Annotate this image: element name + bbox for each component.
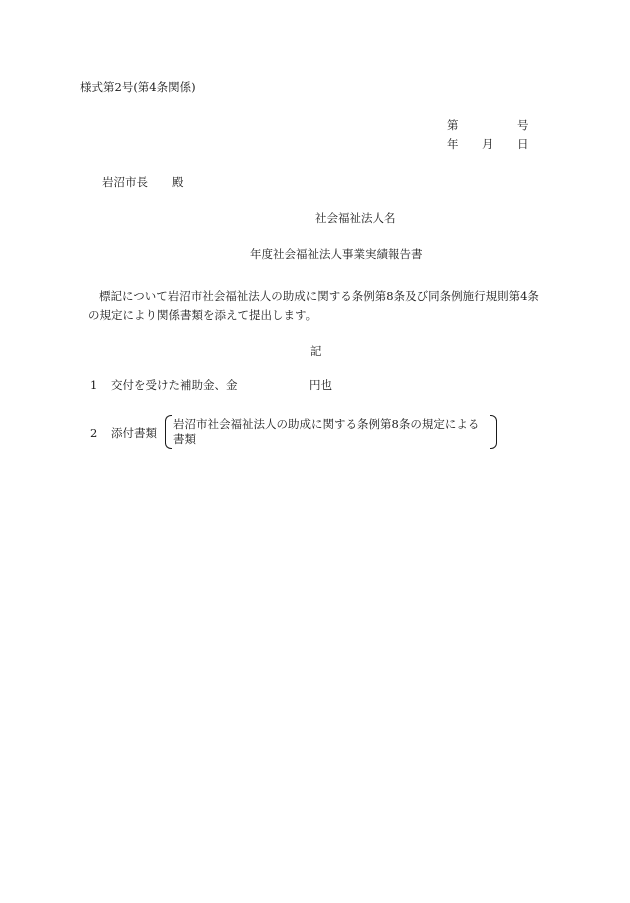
- attachment-detail-line-2: 書類: [173, 432, 196, 446]
- right-bracket: [490, 415, 497, 449]
- date-day: 日: [517, 137, 529, 151]
- attachment-detail-bracket: [165, 415, 497, 447]
- body-line-1: 標記について岩沼市社会福祉法人の助成に関する条例第8条及び同条例施行規則第4条: [99, 289, 539, 303]
- date-month: 月: [482, 137, 494, 151]
- item-2-number: 2: [90, 426, 98, 440]
- item-1-label: 交付を受けた補助金、金: [110, 378, 238, 392]
- corporation-name-label: 社会福祉法人名: [315, 211, 396, 225]
- item-1-number: 1: [90, 378, 98, 392]
- doc-number-prefix: 第: [447, 118, 459, 132]
- date-year: 年: [447, 137, 459, 151]
- ki-heading: 記: [310, 344, 322, 358]
- attachment-detail-line-1: 岩沼市社会福祉法人の助成に関する条例第8条の規定による: [173, 417, 480, 431]
- addressee-name: 岩沼市長: [102, 175, 148, 189]
- doc-number-suffix: 号: [517, 118, 529, 132]
- item-2-label: 添付書類: [110, 426, 157, 440]
- form-number: 様式第2号(第4条関係): [80, 80, 196, 94]
- addressee-honorific: 殿: [172, 175, 184, 189]
- body-paragraph: [88, 287, 608, 325]
- body-line-2: の規定により関係書類を添えて提出します。: [88, 308, 318, 322]
- left-bracket: [165, 415, 172, 449]
- addressee: [102, 177, 184, 189]
- document-title: 年度社会福祉法人事業実績報告書: [250, 247, 423, 261]
- item-2: [90, 428, 157, 440]
- item-1: [90, 378, 332, 392]
- item-1-amount-suffix: 円也: [309, 378, 332, 392]
